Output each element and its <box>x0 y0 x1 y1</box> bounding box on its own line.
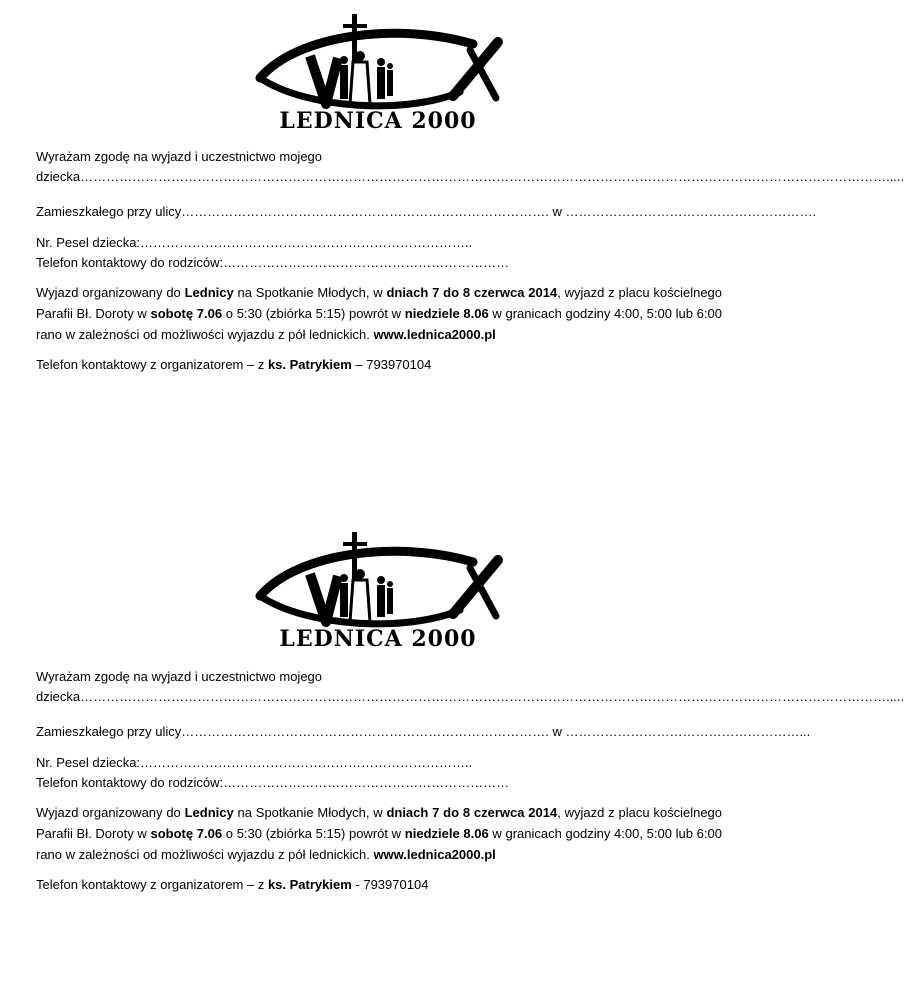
info-bold: Lednicy <box>184 285 234 300</box>
info-text: w granicach godziny 4:00, 5:00 lub 6:00 rano w zależności od możliwości wyjazdu z pół lednickich. <box>36 306 722 342</box>
info-bold: sobotę 7.06 <box>150 306 223 321</box>
contact-phone: - 793970104 <box>351 877 429 892</box>
contact-text: Telefon kontaktowy z organizatorem – z <box>36 357 268 372</box>
info-bold: sobotę 7.06 <box>150 826 223 841</box>
trip-info-paragraph <box>36 282 722 345</box>
organizer-contact <box>36 875 726 895</box>
info-bold: dniach 7 do 8 czerwca 2014 <box>386 285 558 300</box>
info-text: na Spotkanie Młodych, w <box>233 285 387 300</box>
address-field[interactable]: Zamieszkałego przy ulicy…………………………………………………………………………. w ………………………………………………... <box>36 724 811 739</box>
website-link[interactable]: www.lednica2000.pl <box>373 327 496 342</box>
pesel-field[interactable]: Nr. Pesel dziecka:………………………………………………………………….. <box>36 755 473 770</box>
pesel-field[interactable]: Nr. Pesel dziecka:………………………………………………………………….. <box>36 235 473 250</box>
address-field[interactable]: Zamieszkałego przy ulicy…………………………………………………………………………. w …………………………………………………. <box>36 204 817 219</box>
contact-person: ks. Patrykiem <box>267 877 352 892</box>
info-text: Wyjazd organizowany do <box>36 805 185 820</box>
info-bold: dniach 7 do 8 czerwca 2014 <box>386 805 558 820</box>
parents-phone-field[interactable]: Telefon kontaktowy do rodziców:………………………………………………………… <box>36 255 510 270</box>
info-text: Wyjazd organizowany do <box>36 285 185 300</box>
logo-text: LEDNICA 2000 <box>279 626 477 652</box>
consent-line-1: Wyrażam zgodę na wyjazd i uczestnictwo mojego <box>36 149 323 164</box>
child-name-field[interactable]: dziecka……………………………………………………………………………………………………………………………………………………………………..... <box>36 169 904 184</box>
trip-info-paragraph <box>36 802 722 865</box>
parents-phone-field[interactable]: Telefon kontaktowy do rodziców:………………………………………………………… <box>36 775 510 790</box>
consent-line-1: Wyrażam zgodę na wyjazd i uczestnictwo mojego <box>36 669 323 684</box>
info-text: o 5:30 (zbiórka 5:15) powrót w <box>222 826 405 841</box>
fish-cross-icon <box>248 530 508 630</box>
contact-phone: – 793970104 <box>351 357 432 372</box>
info-bold: Lednicy <box>184 805 234 820</box>
lednica-logo <box>248 12 508 134</box>
info-text: w granicach godziny 4:00, 5:00 lub 6:00 rano w zależności od możliwości wyjazdu z pół lednickich. <box>36 826 722 862</box>
info-text: , wyjazd z placu kościelnego Parafii Bł. Doroty w <box>36 285 723 321</box>
organizer-contact <box>36 355 726 375</box>
lednica-logo <box>248 530 508 652</box>
contact-person: ks. Patrykiem <box>267 357 352 372</box>
contact-text: Telefon kontaktowy z organizatorem – z <box>36 877 268 892</box>
info-text: , wyjazd z placu kościelnego Parafii Bł. Doroty w <box>36 805 723 841</box>
fish-cross-icon <box>248 12 508 112</box>
info-bold: niedziele 8.06 <box>404 306 489 321</box>
child-name-field[interactable]: dziecka……………………………………………………………………………………………………………………………………………………………………..... <box>36 689 904 704</box>
info-text: o 5:30 (zbiórka 5:15) powrót w <box>222 306 405 321</box>
website-link[interactable]: www.lednica2000.pl <box>373 847 496 862</box>
info-bold: niedziele 8.06 <box>404 826 489 841</box>
logo-text: LEDNICA 2000 <box>279 108 477 134</box>
info-text: na Spotkanie Młodych, w <box>233 805 387 820</box>
